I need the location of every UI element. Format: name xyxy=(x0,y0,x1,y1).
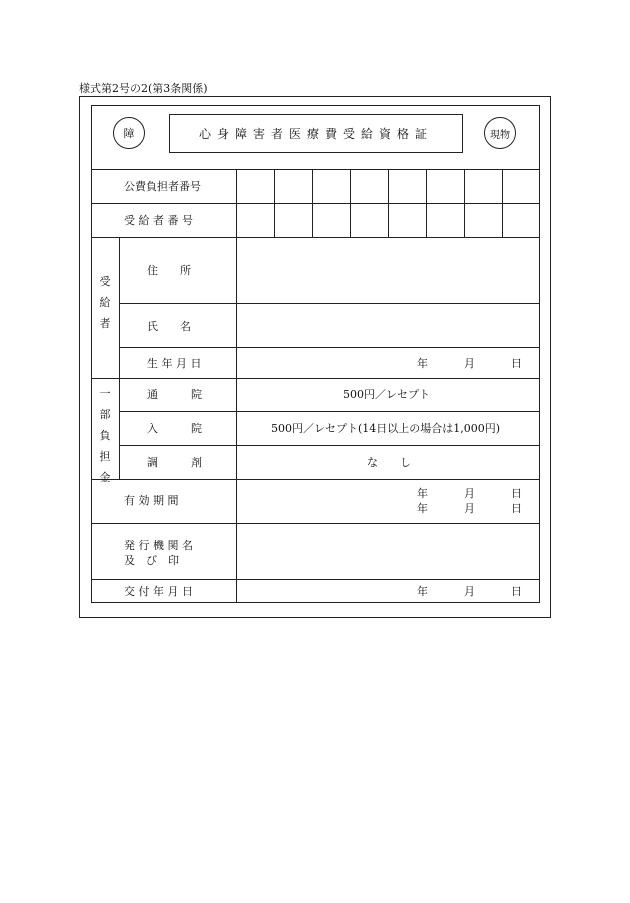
divider xyxy=(91,479,540,480)
name-label: 氏 名 xyxy=(147,320,191,333)
divider xyxy=(91,523,540,524)
column-divider xyxy=(119,237,120,479)
in-kind-mark-circle: 現物 xyxy=(484,117,516,149)
divider xyxy=(119,347,540,348)
dispensing-value: な し xyxy=(367,456,411,469)
outpatient-value: 500円／レセプト xyxy=(343,388,430,401)
issue-month-label: 月 xyxy=(464,585,475,598)
digit-box-divider xyxy=(350,169,351,237)
inpatient-value: 500円／レセプト(14日以上の場合は1,000円) xyxy=(271,422,501,435)
digit-box-divider xyxy=(464,169,465,237)
validity-start-month: 月 xyxy=(464,487,475,500)
digit-box-divider xyxy=(274,169,275,237)
divider xyxy=(119,303,540,304)
disability-mark-circle: 障 xyxy=(113,117,145,149)
copay-group-label: 一 部 負 担 金 xyxy=(99,387,111,484)
digit-box-divider xyxy=(312,169,313,237)
issuer-name-label: 発 行 機 関 名 xyxy=(124,539,193,552)
divider xyxy=(119,445,540,446)
recipient-number-label: 受 給 者 番 号 xyxy=(124,214,193,227)
birth-day-label: 日 xyxy=(511,357,522,370)
digit-box-divider xyxy=(388,169,389,237)
issue-year-label: 年 xyxy=(417,585,428,598)
dispensing-label: 調 剤 xyxy=(147,456,202,469)
divider xyxy=(91,237,540,238)
divider xyxy=(91,169,540,170)
issue-date-label: 交 付 年 月 日 xyxy=(124,585,193,598)
outpatient-label: 通 院 xyxy=(147,388,202,401)
validity-start-day: 日 xyxy=(511,487,522,500)
address-label: 住 所 xyxy=(147,264,191,277)
birth-month-label: 月 xyxy=(464,357,475,370)
birth-year-label: 年 xyxy=(417,357,428,370)
issue-day-label: 日 xyxy=(511,585,522,598)
column-divider xyxy=(236,169,237,603)
issuer-seal-label: 及 び 印 xyxy=(124,554,179,567)
public-payer-number-label: 公費負担者番号 xyxy=(124,180,201,193)
inpatient-label: 入 院 xyxy=(147,422,202,435)
digit-box-divider xyxy=(426,169,427,237)
divider xyxy=(91,378,540,379)
validity-start-year: 年 xyxy=(417,487,428,500)
recipient-group-label: 受 給 者 xyxy=(99,275,111,330)
validity-end-day: 日 xyxy=(511,502,522,515)
validity-end-month: 月 xyxy=(464,502,475,515)
validity-end-year: 年 xyxy=(417,502,428,515)
divider xyxy=(91,203,540,204)
form-caption: 様式第2号の2(第3条関係) xyxy=(79,82,208,95)
divider xyxy=(91,579,540,580)
birth-date-label: 生 年 月 日 xyxy=(147,357,202,370)
digit-box-divider xyxy=(502,169,503,237)
form-title: 心身障害者医療費受給資格証 xyxy=(169,114,463,153)
divider xyxy=(119,411,540,412)
validity-period-label: 有 効 期 間 xyxy=(124,494,179,507)
